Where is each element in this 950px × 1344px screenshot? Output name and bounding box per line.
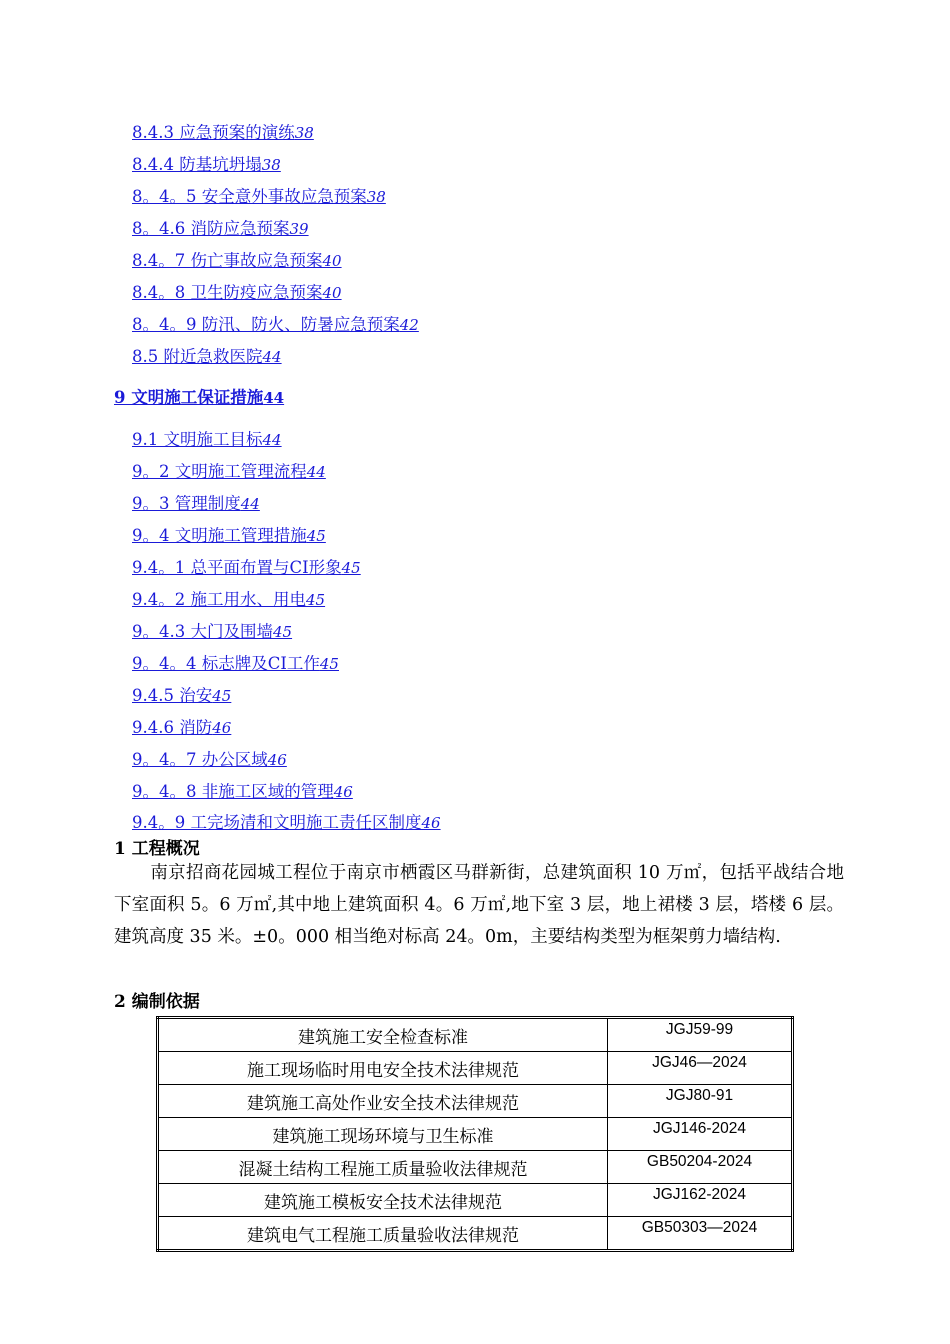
toc-page-number: 44 <box>240 495 260 513</box>
toc-page-number: 44 <box>263 389 285 407</box>
toc-page-number: 38 <box>294 124 314 142</box>
toc-page-number: 38 <box>366 188 386 206</box>
standard-code: JGJ162-2024 <box>608 1184 793 1217</box>
standard-name: 建筑施工高处作业安全技术法律规范 <box>158 1085 608 1118</box>
toc-entry[interactable] <box>132 558 361 578</box>
toc-entry[interactable] <box>132 347 282 367</box>
toc-entry-text: 8.4.4 防基坑坍塌 <box>132 155 262 174</box>
toc-entry[interactable] <box>132 686 231 706</box>
toc-entry[interactable] <box>132 622 292 642</box>
toc-entry[interactable] <box>132 123 314 143</box>
toc-page-number: 45 <box>305 591 326 609</box>
standard-name: 混凝土结构工程施工质量验收法律规范 <box>158 1151 608 1184</box>
toc-page-number: 40 <box>322 252 342 270</box>
toc-entry-text: 9。4。7 办公区域 <box>132 750 268 769</box>
toc-entry[interactable] <box>132 718 231 738</box>
toc-page-number: 45 <box>212 687 232 705</box>
toc-page-number: 45 <box>341 559 361 577</box>
table-row <box>158 1085 793 1118</box>
standard-name: 建筑施工安全检查标准 <box>158 1018 608 1052</box>
standard-code: JGJ59-99 <box>608 1018 793 1052</box>
toc-chapter-entry[interactable] <box>114 388 284 408</box>
toc-page-number: 46 <box>333 783 353 801</box>
toc-page-number: 45 <box>272 623 293 641</box>
toc-entry-text: 9。4.3 大门及围墙 <box>132 622 273 641</box>
toc-entry-text: 8.5 附近急救医院 <box>132 347 263 366</box>
overview-paragraph <box>114 857 844 953</box>
toc-page-number: 45 <box>319 655 339 673</box>
toc-page-number: 46 <box>421 814 441 832</box>
toc-entry-text: 9。2 文明施工管理流程 <box>132 462 307 481</box>
toc-entry[interactable] <box>132 750 287 770</box>
table-row <box>158 1151 793 1184</box>
standard-name: 建筑电气工程施工质量验收法律规范 <box>158 1217 608 1251</box>
toc-entry[interactable] <box>132 187 386 207</box>
toc-page-number: 39 <box>289 220 309 238</box>
toc-entry[interactable] <box>132 526 326 546</box>
overview-paragraph-text: 南京招商花园城工程位于南京市栖霞区马群新街，总建筑面积 10 万㎡，包括平战结合地下室面积 5。6 万㎡,其中地上建筑面积 4。6 万㎡,地下室 3 层，地上裙楼 3 层，塔楼 6 层。建筑高度 35 米。±0。000 相当绝对标高 24。0m，主要结构类型为框架剪力墙结构. <box>114 863 844 947</box>
toc-page-number: 44 <box>262 348 282 366</box>
toc-entry[interactable] <box>132 430 282 450</box>
section-heading-basis: 2 编制依据 <box>114 992 200 1012</box>
toc-page-number: 40 <box>322 284 342 302</box>
toc-page-number: 38 <box>261 156 281 174</box>
standard-name: 施工现场临时用电安全技术法律规范 <box>158 1052 608 1085</box>
toc-entry-text: 9.4。9 工完场清和文明施工责任区制度 <box>132 813 422 832</box>
toc-entry-text: 9.4。1 总平面布置与CI形象 <box>132 558 342 577</box>
toc-page-number: 44 <box>262 431 282 449</box>
table-row <box>158 1018 793 1052</box>
standard-name: 建筑施工模板安全技术法律规范 <box>158 1184 608 1217</box>
toc-entry-text: 9。4。8 非施工区域的管理 <box>132 782 334 801</box>
toc-entry[interactable] <box>132 462 326 482</box>
toc-page-number: 46 <box>212 719 232 737</box>
standard-code: GB50204-2024 <box>608 1151 793 1184</box>
toc-entry[interactable] <box>132 251 342 271</box>
toc-entry-text: 9.4.5 治安 <box>132 686 213 705</box>
toc-entry[interactable] <box>132 283 342 303</box>
standard-code: JGJ146-2024 <box>608 1118 793 1151</box>
toc-entry-text: 9.1 文明施工目标 <box>132 430 263 449</box>
toc-entry-text: 9.4.6 消防 <box>132 718 213 737</box>
toc-page-number: 45 <box>306 527 326 545</box>
toc-entry-text: 8。4。9 防汛、防火、防暑应急预案 <box>132 315 400 334</box>
toc-page-number: 44 <box>306 463 326 481</box>
toc-entry-text: 8.4。8 卫生防疫应急预案 <box>132 283 323 302</box>
toc-entry[interactable] <box>132 782 353 802</box>
toc-entry-text: 9。4 文明施工管理措施 <box>132 526 307 545</box>
toc-entry[interactable] <box>132 155 281 175</box>
toc-entry[interactable] <box>132 654 339 674</box>
toc-entry-text: 9。4。4 标志牌及CI工作 <box>132 654 320 673</box>
table-row <box>158 1118 793 1151</box>
toc-page-number: 42 <box>399 316 419 334</box>
standard-code: GB50303—2024 <box>608 1217 793 1251</box>
toc-entry-text: 8.4。7 伤亡事故应急预案 <box>132 251 323 270</box>
toc-entry[interactable] <box>132 494 260 514</box>
toc-entry-text: 9。3 管理制度 <box>132 494 241 513</box>
toc-entry[interactable] <box>132 590 325 610</box>
table-row <box>158 1052 793 1085</box>
section-heading-overview: 1 工程概况 <box>114 839 200 859</box>
toc-entry-text: 8.4.3 应急预案的演练 <box>132 123 295 142</box>
standard-name: 建筑施工现场环境与卫生标准 <box>158 1118 608 1151</box>
toc-entry-text: 9 文明施工保证措施 <box>114 388 264 407</box>
table-row <box>158 1184 793 1217</box>
standard-code: JGJ46—2024 <box>608 1052 793 1085</box>
toc-entry-text: 8。4。5 安全意外事故应急预案 <box>132 187 367 206</box>
table-row <box>158 1217 793 1251</box>
standard-code: JGJ80-91 <box>608 1085 793 1118</box>
toc-entry-text: 8。4.6 消防应急预案 <box>132 219 290 238</box>
toc-entry-text: 9.4。2 施工用水、用电 <box>132 590 306 609</box>
toc-entry[interactable] <box>132 813 441 833</box>
toc-entry[interactable] <box>132 219 309 239</box>
standards-table <box>156 1016 794 1252</box>
toc-page-number: 46 <box>267 751 287 769</box>
toc-entry[interactable] <box>132 315 419 335</box>
